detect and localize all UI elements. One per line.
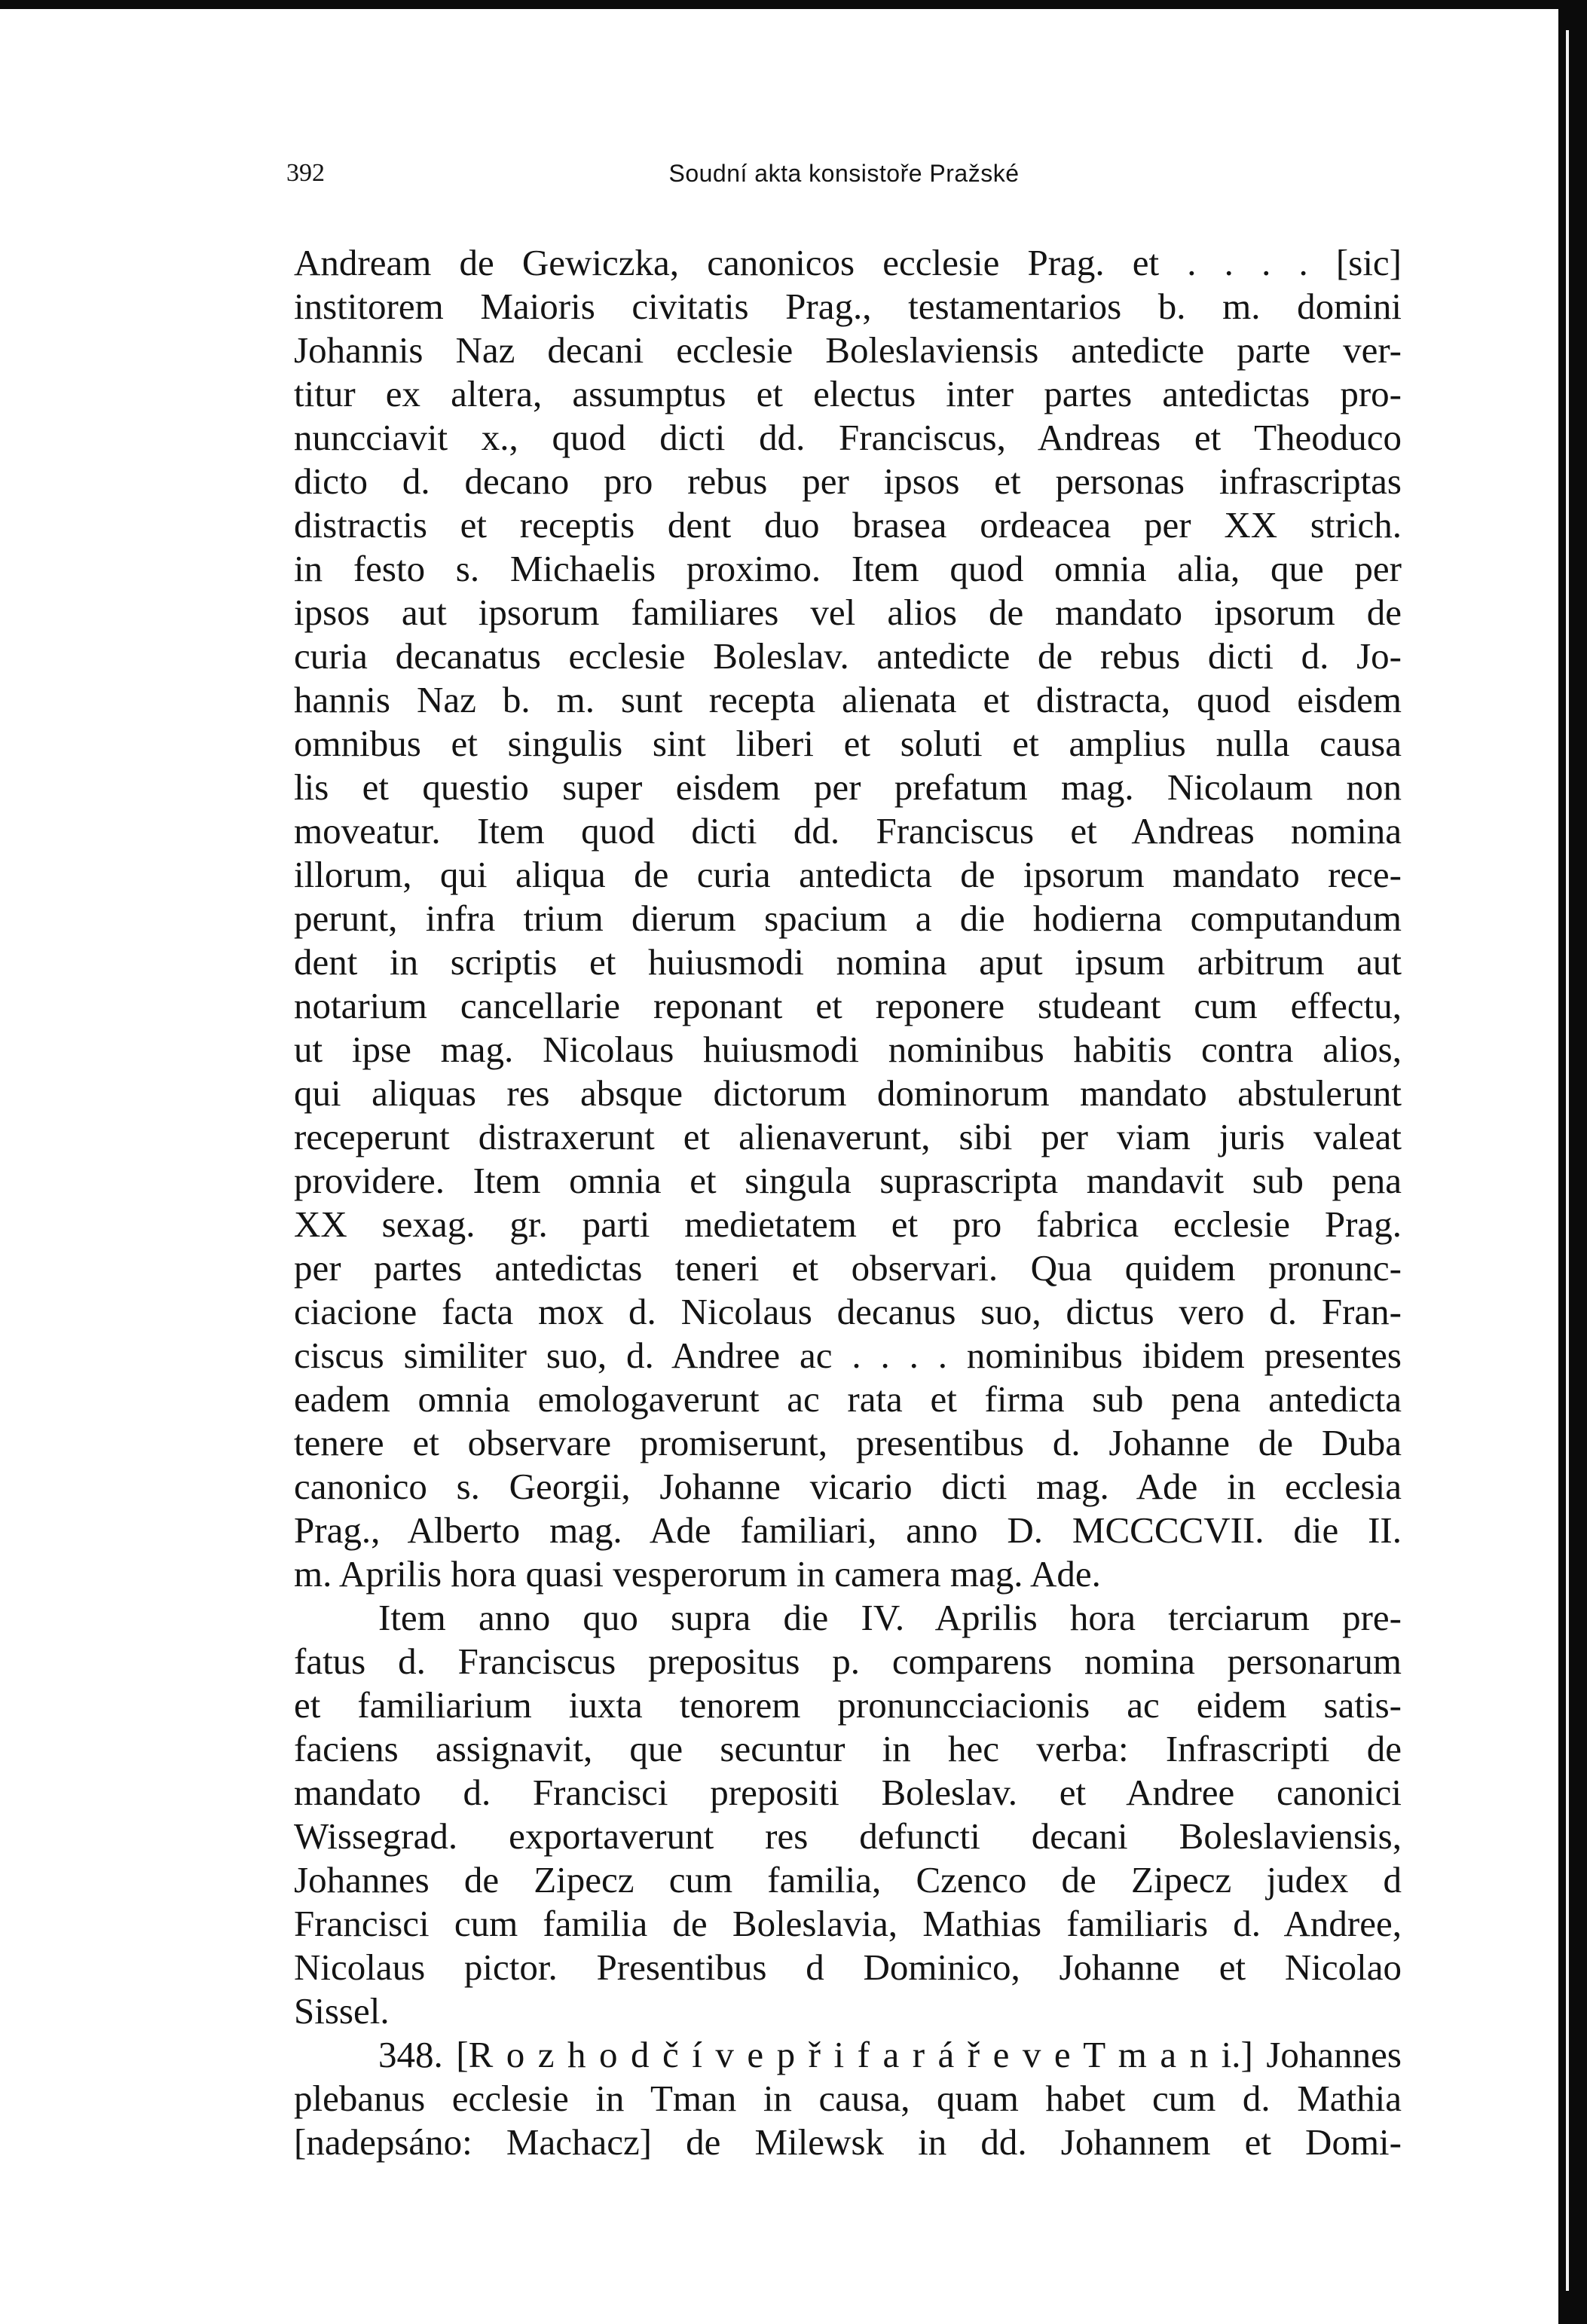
- text-line: ut ipse mag. Nicolaus huiusmodi nominibus habitis contra alios,: [294, 1029, 1402, 1070]
- text-line: lis et questio super eisdem per prefatum mag. Nicolaum non: [294, 766, 1402, 808]
- text-line: et familiarium iuxta tenorem pronuncciacionis ac eidem satis-: [294, 1684, 1402, 1726]
- text-line: Nicolaus pictor. Presentibus d Dominico, Johanne et Nicolao: [294, 1946, 1402, 1988]
- text-line: distractis et receptis dent duo brasea ordeacea per XX strich.: [294, 504, 1402, 546]
- text-line: perunt, infra trium dierum spacium a die hodierna computandum: [294, 897, 1402, 939]
- scan-top-border: [0, 0, 1587, 9]
- text-line: nuncciavit x., quod dicti dd. Franciscus, Andreas et Theoduco: [294, 417, 1402, 458]
- text-line: Prag., Alberto mag. Ade familiari, anno D. MCCCCVII. die II.: [294, 1509, 1402, 1551]
- text-line: plebanus ecclesie in Tman in causa, quam habet cum d. Mathia: [294, 2078, 1402, 2119]
- text-line: fatus d. Franciscus prepositus p. comparens nomina personarum: [294, 1641, 1402, 1682]
- text-line: mandato d. Francisci prepositi Boleslav. et Andree canonici: [294, 1772, 1402, 1813]
- text-line: Francisci cum familia de Boleslavia, Mathias familiaris d. Andree,: [294, 1903, 1402, 1944]
- text-line: Item anno quo supra die IV. Aprilis hora terciarum pre-: [378, 1597, 1402, 1638]
- text-line: Johannes de Zipecz cum familia, Czenco de Zipecz judex d: [294, 1859, 1402, 1900]
- text-line: m. Aprilis hora quasi vesperorum in camera mag. Ade.: [294, 1553, 1101, 1595]
- text-line: illorum, qui aliqua de curia antedicta de ipsorum mandato rece-: [294, 854, 1402, 895]
- scan-right-border: [1558, 0, 1587, 2324]
- text-line: moveatur. Item quod dicti dd. Franciscus et Andreas nomina: [294, 810, 1402, 852]
- page-number: 392: [286, 159, 325, 187]
- body-text: [294, 241, 1402, 2164]
- text-line: faciens assignavit, que secuntur in hec verba: Infrascripti de: [294, 1728, 1402, 1769]
- text-line: receperunt distraxerunt et alienaverunt, sibi per viam juris valeat: [294, 1116, 1402, 1157]
- text-line: qui aliquas res absque dictorum dominorum mandato abstulerunt: [294, 1072, 1402, 1114]
- text-line: [nadepsáno: Machacz] de Milewsk in dd. Johannem et Domi-: [294, 2121, 1402, 2163]
- text-line: providere. Item omnia et singula suprascripta mandavit sub pena: [294, 1160, 1402, 1201]
- text-line: Wissegrad. exportaverunt res defuncti decani Boleslaviensis,: [294, 1815, 1402, 1857]
- scan-border-edge: [1566, 30, 1569, 2291]
- text-line: institorem Maioris civitatis Prag., testamentarios b. m. domini: [294, 286, 1402, 327]
- text-line: dicto d. decano pro rebus per ipsos et personas infrascriptas: [294, 460, 1402, 502]
- text-line: ciacione facta mox d. Nicolaus decanus suo, dictus vero d. Fran-: [294, 1291, 1402, 1332]
- text-line: ipsos aut ipsorum familiares vel alios de mandato ipsorum de: [294, 592, 1402, 633]
- text-line: notarium cancellarie reponant et reponere studeant cum effectu,: [294, 985, 1402, 1026]
- page-header: [286, 158, 1402, 196]
- text-line: titur ex altera, assumptus et electus inter partes antedictas pro-: [294, 373, 1402, 414]
- text-line: Sissel.: [294, 1990, 390, 2032]
- text-line: dent in scriptis et huiusmodi nomina aput ipsum arbitrum aut: [294, 941, 1402, 983]
- text-line: in festo s. Michaelis proximo. Item quod omnia alia, que per: [294, 548, 1402, 589]
- text-line: canonico s. Georgii, Johanne vicario dicti mag. Ade in ecclesia: [294, 1466, 1402, 1507]
- text-line: 348. [R o z h o d č í v e p ř i f a r á ř e v e T m a n i.] Johannes: [378, 2034, 1402, 2075]
- text-line: omnibus et singulis sint liberi et soluti et amplius nulla causa: [294, 723, 1402, 764]
- text-line: tenere et observare promiserunt, presentibus d. Johanne de Duba: [294, 1422, 1402, 1463]
- text-line: hannis Naz b. m. sunt recepta alienata et distracta, quod eisdem: [294, 679, 1402, 720]
- text-line: XX sexag. gr. parti medietatem et pro fabrica ecclesie Prag.: [294, 1203, 1402, 1245]
- text-line: eadem omnia emologaverunt ac rata et firma sub pena antedicta: [294, 1378, 1402, 1420]
- text-line: ciscus similiter suo, d. Andree ac . . . . nominibus ibidem presentes: [294, 1335, 1402, 1376]
- text-line: Johannis Naz decani ecclesie Boleslaviensis antedicte parte ver-: [294, 329, 1402, 371]
- text-line: per partes antedictas teneri et observari. Qua quidem pronunc-: [294, 1247, 1402, 1289]
- text-line: curia decanatus ecclesie Boleslav. antedicte de rebus dicti d. Jo-: [294, 635, 1402, 677]
- running-title: Soudní akta konsistoře Pražské: [668, 160, 1020, 187]
- text-line: Andream de Gewiczka, canonicos ecclesie Prag. et . . . . [sic]: [294, 242, 1402, 283]
